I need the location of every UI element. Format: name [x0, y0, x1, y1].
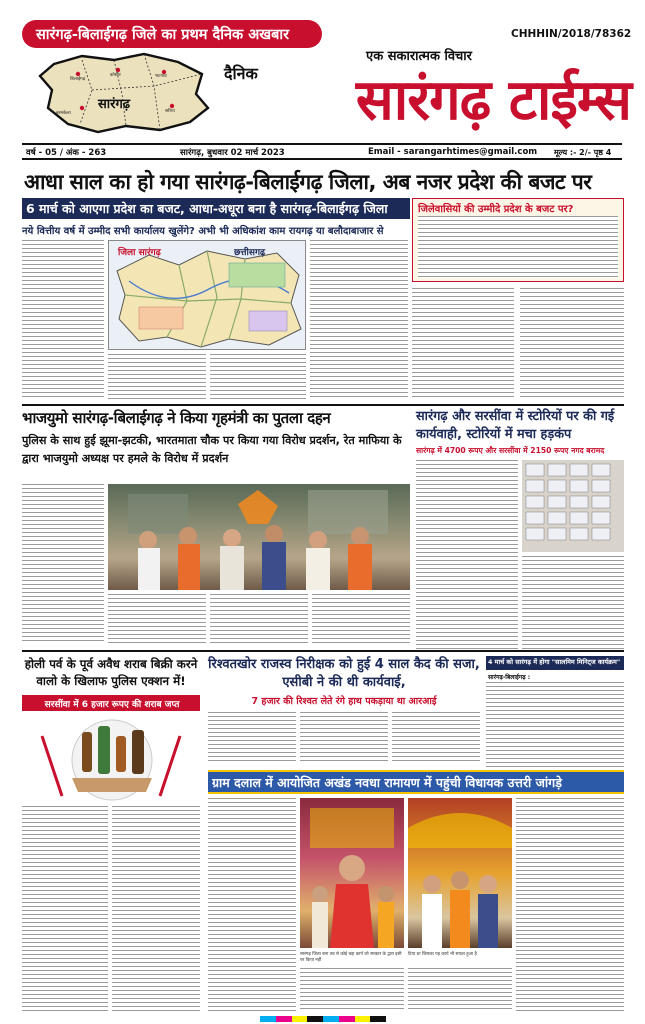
lead-map-title: जिला सारंगढ़ — [118, 248, 161, 258]
lead-body-col-4 — [310, 240, 408, 400]
second-body-col-1 — [22, 484, 104, 644]
issue-number: वर्ष - 05 / अंक - 263 — [26, 148, 107, 158]
camp-body — [486, 682, 624, 776]
second-body-col-2 — [108, 594, 206, 644]
dateline-band — [22, 143, 622, 160]
map-place-3: भटगांव — [155, 74, 167, 79]
bribe-strap: 7 हजार की रिश्वत लेते रंगे हाथ पकड़ाया था आरआई — [251, 696, 437, 707]
liquor-headline: होली पर्व के पूर्व अवैध शराब बिक्री करने वालो के खिलाफ पुलिस एक्शन में! — [24, 657, 198, 688]
second-body-col-3 — [210, 594, 308, 644]
lead-side-box-title: जिलेवासियों की उम्मीदे प्रदेश के बजट पर? — [418, 204, 574, 215]
ramayan-body-col-3 — [408, 968, 512, 1012]
map-place-4: बरमकेला — [56, 111, 71, 116]
ramayan-headline: ग्राम दलाल में आयोजित अखंड नवधा रामायण में पहुंची विधायक उत्तरी जांगड़े — [212, 775, 562, 790]
right-story-headline: सारंगढ़ और सरसींवा में स्टोरियों पर की गई कार्यवाही, स्टोरियों में मचा हड़कंप — [416, 409, 615, 442]
right-story-col-1 — [416, 460, 518, 652]
lead-side-col-2 — [520, 288, 624, 400]
bribe-headline: रिश्वतखोर राजस्व निरीक्षक को हुई 4 साल कैद की सजा, एसीबी ने की थी कार्यवाई, — [208, 657, 480, 690]
map-label: सारंगढ़ — [98, 97, 131, 112]
right-story-strap: सारंगढ़ में 4700 रूपए और सरसींवा में 2150 रूपए नगद बरामद — [416, 446, 605, 455]
bribe-body-col-2 — [300, 712, 388, 764]
ramayan-body-col-2 — [300, 968, 404, 1012]
lead-body-col-2 — [108, 354, 206, 400]
dainik-label: दैनिक — [224, 64, 258, 83]
masthead — [0, 0, 645, 145]
protest-photo — [108, 484, 410, 590]
bribe-body-col-1 — [208, 712, 296, 764]
district-map — [22, 50, 230, 136]
liquor-body-col-2 — [112, 806, 200, 1012]
tagline: सारंगढ़-बिलाईगढ़ जिले का प्रथम दैनिक अखबार — [36, 27, 290, 43]
raid-photo — [522, 460, 624, 552]
lead-body-col-1 — [22, 240, 104, 400]
lead-body-col-3 — [210, 354, 306, 400]
section-divider — [22, 404, 624, 406]
issue-date: सारंगढ़, बुधवार 02 मार्च 2023 — [180, 148, 285, 158]
map-place-2: कोसीर — [110, 73, 121, 78]
camp-dateline: सारंगढ़-बिलाईगढ़ : — [488, 674, 531, 681]
registration-number: CHHHIN/2018/78362 — [511, 28, 632, 40]
ramayan-body-col-4 — [516, 798, 624, 1012]
second-body-col-4 — [312, 594, 410, 644]
ramayan-photo-1 — [300, 798, 404, 948]
map-place-1: बिलाईगढ़ — [70, 77, 86, 82]
second-headline: भाजयुमो सारंगढ़-बिलाईगढ़ ने किया गृहमंत्री का पुतला दहन — [22, 409, 331, 427]
ramayan-photo-2 — [408, 798, 512, 948]
lead-map-state: छत्तीसगढ़ — [234, 248, 266, 258]
liquor-illustration — [22, 716, 200, 802]
second-subhead: पुलिस के साथ हुई झूमा-झटकी, भारतमाता चौक पर किया गया विरोध प्रदर्शन, रेत माफिया के द्वारा भाजयुमो अध्यक्ष पर हमले के विरोध में प्रदर्शन — [22, 434, 402, 465]
color-registration-bar — [260, 1016, 386, 1022]
contact-email[interactable]: Email - sarangarhtimes@gmail.com — [368, 147, 538, 157]
section-divider-2 — [22, 650, 624, 652]
camp-headline: 4 मार्च को सारंगढ़ में होगा "सालमिम मिनिट्ज कार्यक्रम" — [488, 658, 621, 666]
lead-strap: नये वित्तीय वर्ष में उम्मीद सभी कार्यालय खुलेंगे? अभी भी अधिकांश काम रायगढ़ या बलौदाबाजार से — [22, 226, 384, 237]
ramayan-caption-2: दिया था जिसका यह कार्य भी सफल हुआ है — [408, 952, 477, 957]
lead-headline: आधा साल का हो गया सारंगढ़-बिलाईगढ़ जिला, अब नजर प्रदेश की बजट पर — [24, 170, 592, 194]
lead-side-box-text — [418, 216, 618, 278]
right-story-col-2 — [522, 556, 624, 652]
newspaper-title: सारंगढ़ टाईम्स — [355, 68, 631, 133]
slogan: एक सकारात्मक विचार — [366, 49, 472, 64]
bribe-body-col-3 — [392, 712, 480, 764]
liquor-strap: सरसींवा में 6 हजार रूपए की शराब जप्त — [44, 700, 180, 710]
lead-subhead: 6 मार्च को आएगा प्रदेश का बजट, आधा-अधूरा बना है सारंगढ़-बिलाईगढ़ जिला — [26, 201, 388, 216]
map-place-5: सरिया — [165, 109, 175, 114]
price: मूल्य :- 2/- पृष्ठ 4 — [554, 148, 612, 157]
ramayan-caption-1: सारंगढ़ जिला बना तब से कोई बड़ा कार्य जो सरकार के द्वारा इसी पर किया नहीं — [300, 952, 402, 963]
ramayan-body-col-1 — [208, 798, 296, 1012]
lead-side-col-1 — [412, 288, 514, 400]
liquor-body-col-1 — [22, 806, 108, 1012]
